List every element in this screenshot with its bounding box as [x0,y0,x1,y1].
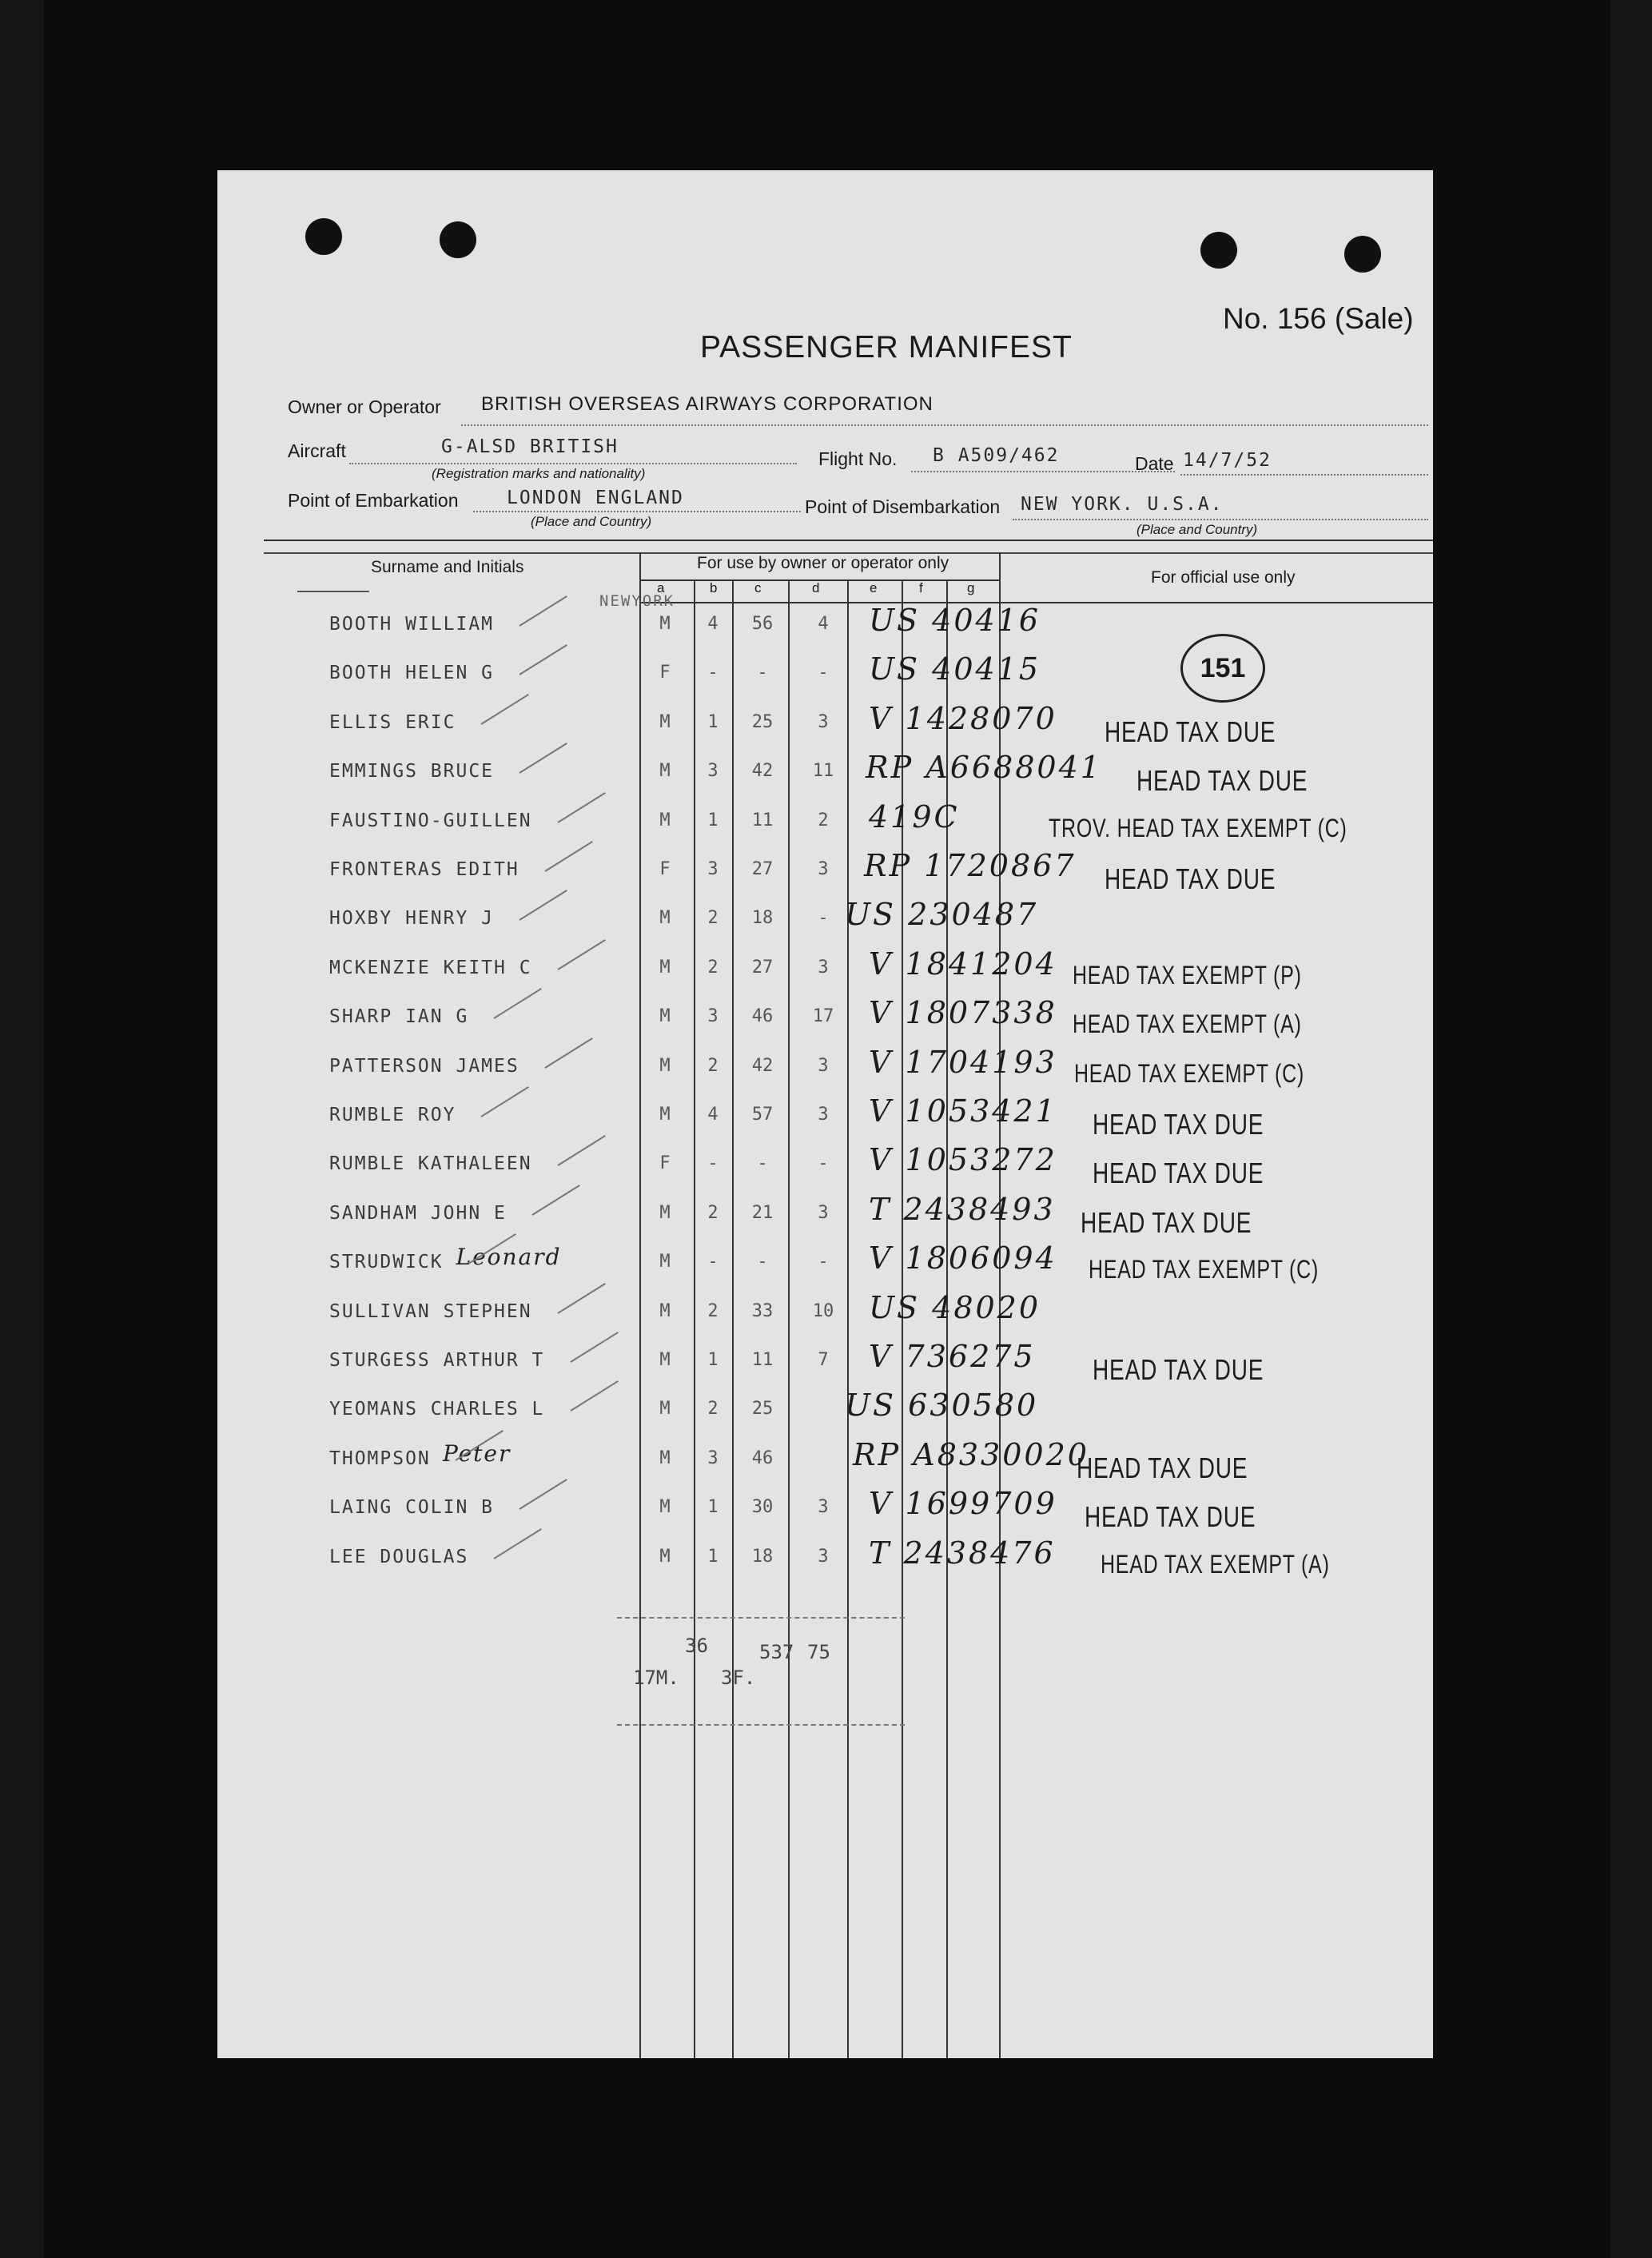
col-letter-a: a [657,580,665,595]
cell-d: - [818,1252,829,1272]
cell-d: 3 [818,958,829,978]
col-letter-d: d [812,580,820,595]
official-stamp: HEAD TAX EXEMPT (P) [1073,961,1302,990]
passport-number: 419C [869,799,960,834]
col-letter-c: c [754,580,762,595]
cell-c: 42 [751,761,774,781]
cell-sex: F [659,859,671,879]
cell-sex: F [659,663,671,683]
cell-b: 3 [707,859,719,879]
cell-d: 10 [812,1301,834,1321]
cell-b: 3 [707,1006,719,1026]
cell-b: 3 [707,1448,719,1468]
total-b: 36 [685,1635,708,1657]
embark-value: LONDON ENGLAND [507,488,684,508]
cell-d: 17 [812,1006,834,1026]
cell-c: 18 [751,1547,774,1567]
cell-d: 3 [818,1547,829,1567]
cell-c: 18 [751,908,774,928]
row-check-mark [544,1037,592,1069]
cell-b: 2 [707,1203,719,1223]
passenger-name: ELLIS ERIC [329,712,456,733]
row-check-mark [519,644,567,675]
cell-c: 25 [751,1399,774,1419]
passport-number: RP 1720867 [864,848,1077,883]
date-value: 14/7/52 [1183,450,1272,471]
embark-dotted-line [473,511,801,512]
row-check-mark [557,1283,605,1314]
official-stamp: HEAD TAX DUE [1093,1157,1264,1189]
cell-sex: M [659,810,671,830]
cell-d: 3 [818,1203,829,1223]
passport-number: US 230487 [845,897,1039,932]
flight-label: Flight No. [818,448,898,469]
passenger-name: MCKENZIE KEITH C [329,958,532,978]
passport-number: T 2438493 [869,1192,1056,1227]
stray-annotation: NEWYORK [599,592,675,610]
embark-label: Point of Embarkation [288,490,459,511]
row-check-mark [557,1135,605,1166]
passenger-name: STURGESS ARTHUR T [329,1350,545,1371]
col-line-e [847,579,849,2058]
disembark-label: Point of Disembarkation [805,496,1001,517]
cell-b: - [707,1153,719,1173]
passport-number: V 1428070 [869,701,1057,736]
name-header-rule [297,591,369,592]
cell-d: 3 [818,1056,829,1076]
handwritten-first-name: Peter [443,1440,512,1467]
col-line-c [732,579,734,2058]
cell-d: - [818,908,829,928]
cell-c: 46 [751,1448,774,1468]
embark-sub: (Place and Country) [531,514,652,529]
cell-sex: M [659,712,671,732]
cell-b: 1 [707,810,719,830]
aircraft-value: G-ALSD BRITISH [441,436,619,457]
cell-c: 27 [751,859,774,879]
row-check-mark [519,595,567,627]
total-d: 75 [807,1641,830,1663]
cell-sex: M [659,1497,671,1517]
cell-c: 25 [751,712,774,732]
passport-number: V 1841204 [869,946,1057,982]
passenger-name: HOXBY HENRY J [329,908,495,929]
cell-b: - [707,1252,719,1272]
aircraft-label: Aircraft [288,440,346,461]
row-check-mark [557,939,605,970]
official-stamp: TROV. HEAD TAX EXEMPT (C) [1049,814,1347,842]
cell-b: 4 [707,614,719,634]
cell-c: 33 [751,1301,774,1321]
cell-d: 7 [818,1350,829,1370]
row-check-mark [480,694,528,725]
passenger-name: FRONTERAS EDITH [329,859,519,880]
owner-value: BRITISH OVERSEAS AIRWAYS CORPORATION [481,393,933,415]
header-official: For official use only [1151,568,1296,587]
row-check-mark [570,1332,618,1363]
official-stamp: HEAD TAX DUE [1136,764,1308,797]
cell-b: - [707,663,719,683]
passport-number: US 48020 [869,1290,1041,1325]
passenger-name: STRUDWICK [329,1252,444,1272]
passport-number: V 1699709 [869,1486,1057,1521]
owner-dotted-line [461,424,1428,426]
row-check-mark [519,890,567,921]
cell-sex: M [659,1105,671,1125]
cell-c: 21 [751,1203,774,1223]
row-check-mark [480,1086,528,1117]
official-stamp: HEAD TAX DUE [1077,1452,1248,1484]
col-letter-f: f [919,580,923,595]
totals-bottom-rule [617,1724,905,1726]
passenger-name: LAING COLIN B [329,1497,495,1518]
passport-number: V 1807338 [869,995,1057,1030]
row-check-mark [570,1380,618,1412]
official-stamp: HEAD TAX DUE [1093,1353,1264,1386]
disembark-value: NEW YORK. U.S.A. [1021,494,1224,515]
table-top-rule [264,540,1433,541]
cell-sex: M [659,1399,671,1419]
passenger-name: RUMBLE ROY [329,1105,456,1125]
cell-b: 2 [707,1056,719,1076]
cell-sex: F [659,1153,671,1173]
cell-b: 4 [707,1105,719,1125]
official-stamp: HEAD TAX DUE [1105,862,1276,895]
cell-sex: M [659,1056,671,1076]
cell-b: 1 [707,712,719,732]
passport-number: V 1053421 [869,1093,1057,1129]
date-label: Date [1135,453,1174,474]
cell-sex: M [659,1547,671,1567]
cell-b: 2 [707,908,719,928]
cell-d: 3 [818,859,829,879]
row-check-mark [531,1185,579,1216]
total-females: 3F. [721,1667,756,1689]
cell-c: 42 [751,1056,774,1076]
cell-c: 11 [751,810,774,830]
row-check-mark [557,792,605,823]
passport-number: US 40415 [869,651,1041,687]
cell-c: 46 [751,1006,774,1026]
col-line-d [788,579,790,2058]
cell-sex: M [659,1301,671,1321]
passenger-name: SULLIVAN STEPHEN [329,1301,532,1322]
row-check-mark [519,743,567,774]
punch-hole [1200,232,1237,269]
official-stamp: HEAD TAX DUE [1093,1108,1264,1141]
passport-number: RP A6688041 [866,750,1102,785]
row-check-mark [493,1528,541,1559]
row-check-mark [493,988,541,1019]
passenger-name: PATTERSON JAMES [329,1056,519,1077]
cell-d: - [818,663,829,683]
cell-c: 11 [751,1350,774,1370]
passenger-name: SANDHAM JOHN E [329,1203,507,1224]
col-line-b [694,579,695,2058]
passenger-name: RUMBLE KATHALEEN [329,1153,532,1174]
cell-b: 1 [707,1547,719,1567]
form-number: No. 156 (Sale) [1223,302,1414,335]
passport-number: V 1704193 [869,1045,1057,1080]
passport-number: RP A8330020 [853,1437,1089,1472]
punch-hole [305,218,342,255]
flight-value: B A509/462 [933,445,1060,466]
totals-top-rule [617,1617,905,1619]
passport-number: V 1806094 [869,1241,1057,1276]
cell-sex: M [659,1350,671,1370]
cell-d: 11 [812,761,834,781]
handwritten-first-name: Leonard [456,1244,562,1270]
owner-label: Owner or Operator [288,396,441,417]
punch-hole [440,221,476,258]
cell-d: 4 [818,614,829,634]
col-line-a [639,552,641,2058]
disembark-sub: (Place and Country) [1136,522,1258,537]
official-stamp: HEAD TAX EXEMPT (C) [1074,1059,1305,1088]
cell-b: 2 [707,1399,719,1419]
cell-sex: M [659,614,671,634]
cell-d: - [818,1153,829,1173]
cell-sex: M [659,1006,671,1026]
cell-c: 27 [751,958,774,978]
header-operator: For use by owner or operator only [697,554,949,572]
passport-number: V 1053272 [869,1142,1057,1177]
cell-c: - [757,1153,768,1173]
cell-c: 30 [751,1497,774,1517]
cell-sex: M [659,761,671,781]
cell-b: 2 [707,958,719,978]
cell-c: 56 [751,614,774,634]
passenger-name: THOMPSON [329,1448,431,1469]
official-stamp: HEAD TAX EXEMPT (A) [1101,1550,1330,1579]
passenger-name: BOOTH HELEN G [329,663,495,683]
col-letter-e: e [870,580,878,595]
passport-number: US 40416 [869,603,1041,638]
official-stamp: HEAD TAX DUE [1105,715,1276,748]
header-surname: Surname and Initials [371,558,524,576]
punch-hole [1344,236,1381,273]
cell-c: 57 [751,1105,774,1125]
passport-number: T 2438476 [869,1535,1056,1571]
cell-b: 3 [707,761,719,781]
official-stamp: HEAD TAX EXEMPT (A) [1073,1010,1302,1038]
cell-b: 1 [707,1350,719,1370]
cell-b: 1 [707,1497,719,1517]
col-letter-g: g [967,580,975,595]
passenger-name: LEE DOUGLAS [329,1547,469,1567]
total-males: 17M. [633,1667,679,1689]
total-c: 537 [759,1641,794,1663]
disembark-dotted-line [1013,519,1428,520]
cell-sex: M [659,1203,671,1223]
cell-d: 3 [818,1105,829,1125]
cell-d: 2 [818,810,829,830]
cell-d: 3 [818,1497,829,1517]
manifest-sheet [217,170,1433,2058]
passenger-name: FAUSTINO-GUILLEN [329,810,532,831]
cell-sex: M [659,1252,671,1272]
official-stamp: HEAD TAX DUE [1081,1206,1252,1239]
row-check-mark [519,1479,567,1510]
official-stamp: HEAD TAX DUE [1085,1500,1256,1533]
aircraft-sub: (Registration marks and nationality) [432,466,646,481]
passport-number: US 630580 [845,1388,1039,1423]
passenger-name: BOOTH WILLIAM [329,614,495,635]
cell-sex: M [659,1448,671,1468]
passport-number: V 736275 [869,1339,1036,1374]
passenger-name: EMMINGS BRUCE [329,761,495,782]
official-stamp: HEAD TAX EXEMPT (C) [1089,1255,1320,1284]
cell-sex: M [659,908,671,928]
col-letter-b: b [710,580,718,595]
cell-sex: M [659,958,671,978]
passenger-count-badge: 151 [1180,634,1265,703]
passenger-name: YEOMANS CHARLES L [329,1399,545,1420]
date-dotted-line [1180,474,1428,476]
row-check-mark [544,841,592,872]
cell-d: 3 [818,712,829,732]
cell-c: - [757,1252,768,1272]
page-title: PASSENGER MANIFEST [700,330,1073,364]
passenger-name: SHARP IAN G [329,1006,469,1027]
cell-b: 2 [707,1301,719,1321]
aircraft-dotted-line [349,463,797,464]
cell-c: - [757,663,768,683]
